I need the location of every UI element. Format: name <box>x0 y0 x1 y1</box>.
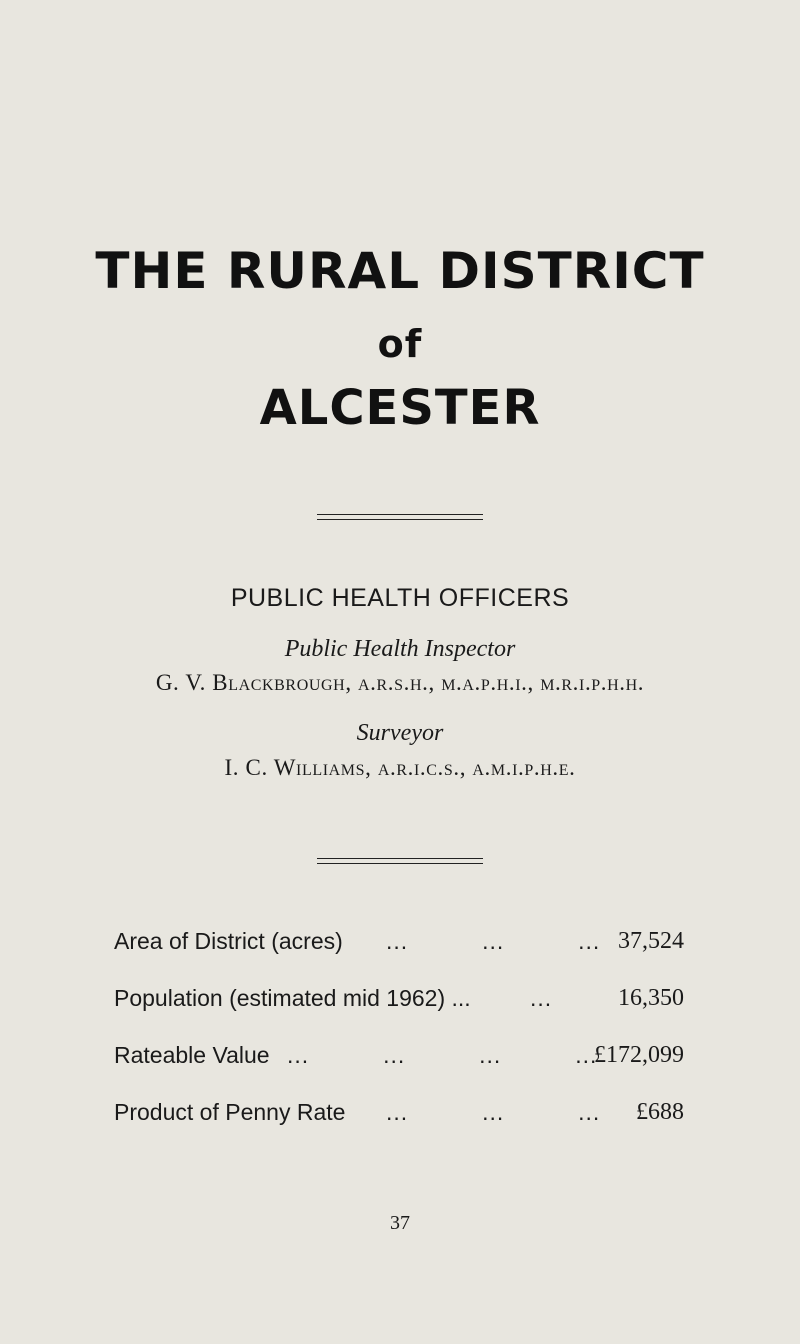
section-heading: PUBLIC HEALTH OFFICERS <box>230 584 570 612</box>
officer-name-surveyor: I. C. Williams, a.r.i.c.s., a.m.i.p.h.e. <box>224 755 576 780</box>
divider-top <box>317 514 483 520</box>
stat-value: £172,099 <box>594 1042 684 1068</box>
stat-label: Population (estimated mid 1962) ... <box>114 985 471 1011</box>
stat-label: Product of Penny Rate <box>114 1099 346 1125</box>
district-title: THE RURAL DISTRICT <box>95 242 705 300</box>
leader-dots: ... <box>530 985 553 1011</box>
stat-label: Rateable Value <box>114 1042 270 1068</box>
leader-dots: ... ... ... <box>386 1099 601 1125</box>
title-connector: of <box>377 322 423 366</box>
page-number: 37 <box>390 1212 410 1234</box>
officer-name-inspector: G. V. Blackbrough, a.r.s.h., m.a.p.h.i., m.r.i.p.h.h. <box>155 670 645 695</box>
stat-label: Area of District (acres) <box>114 928 343 954</box>
stat-value: 16,350 <box>618 985 684 1011</box>
leader-dots: ... ... ... <box>386 928 601 954</box>
officer-role-inspector: Public Health Inspector <box>284 636 516 662</box>
stat-row-area <box>114 928 684 962</box>
stat-row-population <box>114 985 684 1019</box>
stat-value: £688 <box>636 1099 684 1125</box>
leader-dots: ... ... ... ... <box>287 1042 598 1068</box>
officer-role-surveyor: Surveyor <box>356 720 444 746</box>
district-name: ALCESTER <box>259 380 541 436</box>
stat-row-rateable-value <box>114 1042 684 1076</box>
stat-value: 37,524 <box>618 928 684 954</box>
divider-bottom <box>317 858 483 864</box>
stat-row-penny-rate <box>114 1099 684 1133</box>
